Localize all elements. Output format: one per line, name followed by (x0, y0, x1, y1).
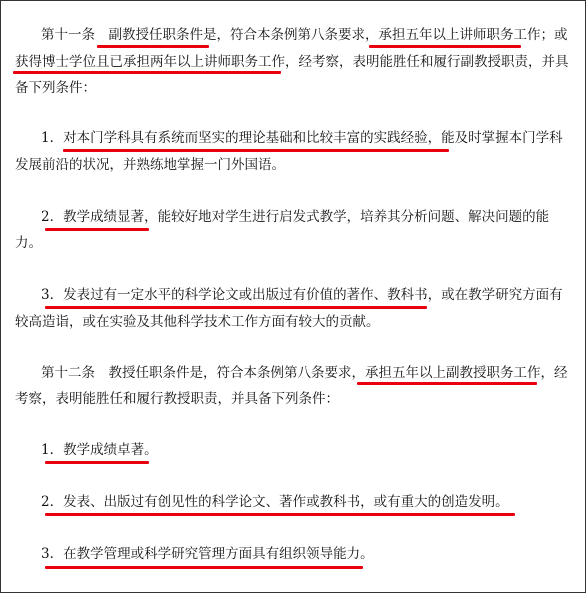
article-11-line-1: 第十一条 副教授任职条件是，符合本条例第八条要求，承担五年以上讲师职务工作；或 (41, 27, 568, 43)
article-11-line-3: 备下列条件： (15, 80, 96, 96)
article-11-item-3-line-1: 3．发表过有一定水平的科学论文或出版过有价值的著作、教科书，或在教学研究方面有 (41, 287, 563, 303)
article-11-item-2-line-1: 2．教学成绩显著，能较好地对学生进行启发式教学，培养其分析问题、解决问题的能 (41, 209, 550, 225)
article-11-item-2-line-2: 力。 (15, 235, 42, 251)
highlight-underline (357, 382, 537, 385)
highlight-underline (45, 513, 515, 516)
highlight-underline (45, 306, 427, 309)
article-11-line-2: 获得博士学位且已承担两年以上讲师职务工作，经考察，表明能胜任和履行副教授职责，并具 (15, 54, 569, 70)
highlight-underline (63, 149, 449, 152)
highlight-underline (97, 45, 209, 48)
highlight-underline (45, 461, 149, 464)
article-11-item-1-line-1: 1．对本门学科具有系统而坚实的理论基础和比较丰富的实践经验，能及时掌握本门学科 (41, 130, 563, 146)
article-12-item-3: 3．在教学管理或科学研究管理方面具有组织领导能力。 (41, 546, 374, 562)
article-11-item-3-line-2: 较高造诣，或在实验及其他科学技术工作方面有较大的贡献。 (15, 314, 380, 330)
highlight-underline (45, 228, 149, 231)
highlight-underline (45, 566, 363, 569)
highlight-underline (369, 45, 521, 48)
article-12-item-2: 2．发表、出版过有创见性的科学论文、著作或教科书，或有重大的创造发明。 (41, 494, 509, 510)
article-12-line-2: 考察，表明能胜任和履行教授职责，并具备下列条件： (15, 391, 339, 407)
article-12-item-1: 1．教学成绩卓著。 (41, 442, 158, 458)
article-12-line-1: 第十二条 教授任职条件是，符合本条例第八条要求，承担五年以上副教授职务工作，经 (41, 365, 568, 381)
highlight-underline (13, 71, 281, 74)
article-11-item-1-line-2: 发展前沿的状况，并熟练地掌握一门外国语。 (15, 157, 285, 173)
